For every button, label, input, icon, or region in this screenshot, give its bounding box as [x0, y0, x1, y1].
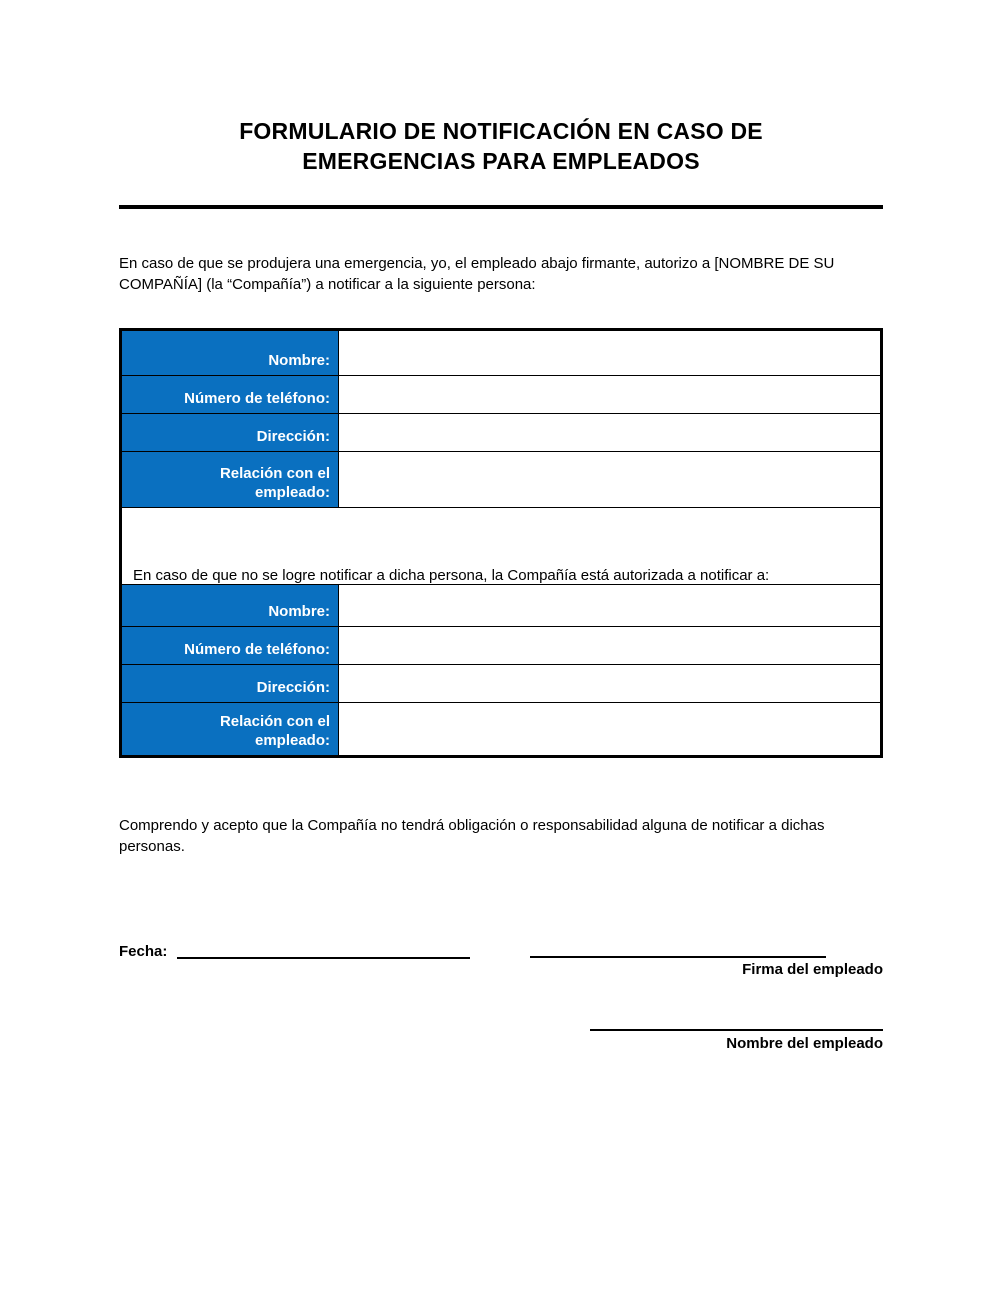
table-row [121, 452, 882, 508]
secondary-nombre-field[interactable] [339, 585, 882, 627]
primary-nombre-label-cell [121, 330, 339, 376]
field-label: Dirección: [256, 679, 330, 696]
field-label: Número de teléfono: [184, 641, 330, 658]
secondary-direccion-field[interactable] [339, 665, 882, 703]
table-row [121, 330, 882, 376]
field-label: Relación con el empleado: [219, 465, 330, 501]
secondary-relacion-label-cell [121, 703, 339, 757]
field-label: Número de teléfono: [184, 390, 330, 407]
primary-relacion-label-cell [121, 452, 339, 508]
employee-name-fill-line[interactable] [590, 1029, 883, 1031]
disclaimer-paragraph: Comprendo y acepto que la Compañía no tendrá obligación o responsabilidad alguna de notificar a dichas personas. [119, 817, 825, 855]
page-title [119, 116, 883, 176]
emergency-contact-table [119, 328, 883, 758]
title-divider [119, 205, 883, 209]
primary-direccion-field[interactable] [339, 414, 882, 452]
table-row [121, 665, 882, 703]
date-label: Fecha: [119, 943, 168, 960]
page-title-line-2: EMERGENCIAS PARA EMPLEADOS [302, 148, 700, 174]
signature-caption: Firma del empleado [742, 961, 883, 978]
primary-nombre-field[interactable] [339, 330, 882, 376]
secondary-relacion-field[interactable] [339, 703, 882, 757]
primary-telefono-label-cell [121, 376, 339, 414]
fallback-note: En caso de que no se logre notificar a dicha persona, la Compañía está autorizada a notificar a: [121, 508, 882, 585]
signature-fill-line[interactable] [530, 956, 826, 958]
table-row [121, 508, 882, 585]
table-row [121, 376, 882, 414]
field-label: Dirección: [256, 428, 330, 445]
table-row [121, 703, 882, 757]
page-title-line-1: FORMULARIO DE NOTIFICACIÓN EN CASO DE [239, 118, 763, 144]
primary-telefono-field[interactable] [339, 376, 882, 414]
primary-relacion-field[interactable] [339, 452, 882, 508]
intro-paragraph: En caso de que se produjera una emergencia, yo, el empleado abajo firmante, autorizo a [NOMBRE DE SU COMPAÑÍA] (la “Compañía”) a notificar a la siguiente persona: [119, 255, 835, 293]
date-fill-line[interactable] [177, 957, 470, 959]
table-row [121, 585, 882, 627]
field-label: Nombre: [268, 603, 330, 620]
secondary-direccion-label-cell [121, 665, 339, 703]
secondary-nombre-label-cell [121, 585, 339, 627]
field-label: Relación con el empleado: [219, 713, 330, 749]
primary-direccion-label-cell [121, 414, 339, 452]
field-label: Nombre: [268, 352, 330, 369]
table-row [121, 627, 882, 665]
employee-name-caption: Nombre del empleado [726, 1035, 883, 1052]
secondary-telefono-label-cell [121, 627, 339, 665]
table-row [121, 414, 882, 452]
secondary-telefono-field[interactable] [339, 627, 882, 665]
